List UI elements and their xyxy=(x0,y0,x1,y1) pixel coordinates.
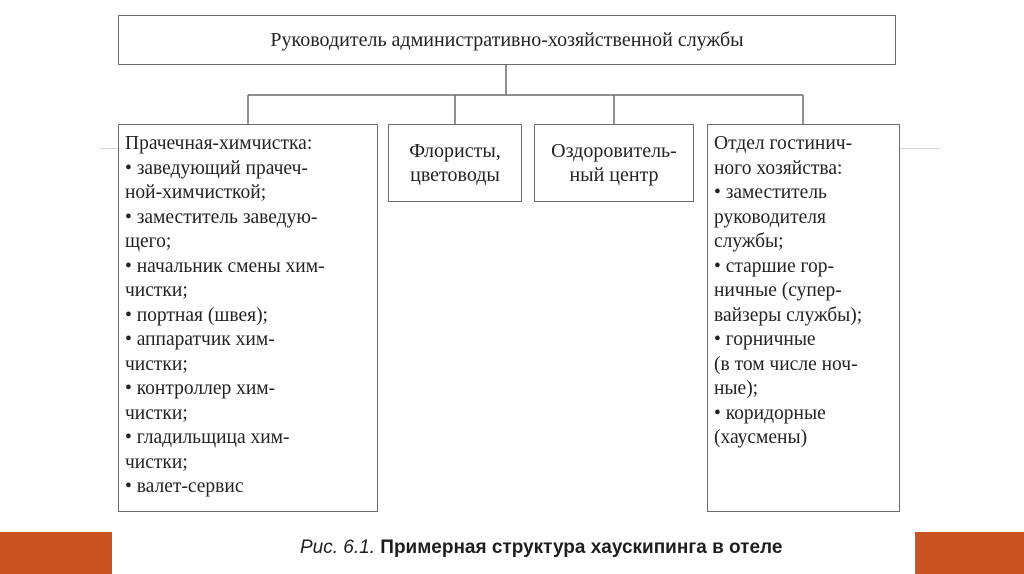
housekeeping-line: руководителя xyxy=(714,206,826,228)
housekeeping-line: ные); xyxy=(714,378,759,399)
housekeeping-line: • старшие гор- xyxy=(714,255,835,277)
caption-title: Примерная структура хаускипинга в отеле xyxy=(380,537,783,558)
housekeeping-line: • горничные xyxy=(714,329,816,350)
housekeeping-line: (в том числе ноч- xyxy=(714,353,858,375)
laundry-line: • заместитель заведую- xyxy=(125,206,318,228)
laundry-box xyxy=(118,124,378,512)
laundry-line: • портная (швея); xyxy=(125,304,268,326)
laundry-line: щего; xyxy=(125,231,172,252)
florists-box xyxy=(388,124,522,202)
figure-caption xyxy=(300,536,800,560)
laundry-line: • начальник смены хим- xyxy=(125,255,325,277)
housekeeping-line: (хаусмены) xyxy=(714,427,808,448)
housekeeping-line: ничные (супер- xyxy=(714,280,842,301)
housekeeping-line: • заместитель xyxy=(714,182,827,203)
housekeeping-line: Отдел гостинич- xyxy=(714,133,853,154)
root-box xyxy=(118,15,896,65)
laundry-line: Прачечная-химчистка: xyxy=(125,133,313,154)
accent-bar-left xyxy=(0,532,112,574)
housekeeping-line: • коридорные xyxy=(714,402,826,424)
laundry-line: ной-химчисткой; xyxy=(125,182,267,203)
florists-line: цветоводы xyxy=(410,164,500,186)
laundry-line: • валет-сервис xyxy=(125,476,244,497)
housekeeping-line: службы; xyxy=(714,231,784,252)
root-label: Руководитель административно-хозяйственной службы xyxy=(270,29,744,51)
housekeeping-box xyxy=(707,124,900,512)
laundry-line: • контроллер хим- xyxy=(125,378,276,399)
accent-bar-right xyxy=(915,532,1024,574)
wellness-line: ный центр xyxy=(569,164,659,186)
laundry-line: чистки; xyxy=(125,280,188,301)
wellness-center-box xyxy=(534,124,694,202)
laundry-line: • аппаратчик хим- xyxy=(125,329,275,350)
caption-prefix: Рис. 6.1. xyxy=(300,537,375,558)
laundry-line: чистки; xyxy=(125,353,188,375)
housekeeping-line: вайзеры службы); xyxy=(714,304,863,326)
laundry-line: чистки; xyxy=(125,402,188,424)
housekeeping-line: ного хозяйства: xyxy=(714,157,843,179)
laundry-line: • заведующий прачеч- xyxy=(125,157,308,179)
florists-line: Флористы, xyxy=(409,140,501,162)
laundry-line: • гладильщица хим- xyxy=(125,427,290,448)
laundry-line: чистки; xyxy=(125,451,188,473)
wellness-line: Оздоровитель- xyxy=(551,140,677,162)
